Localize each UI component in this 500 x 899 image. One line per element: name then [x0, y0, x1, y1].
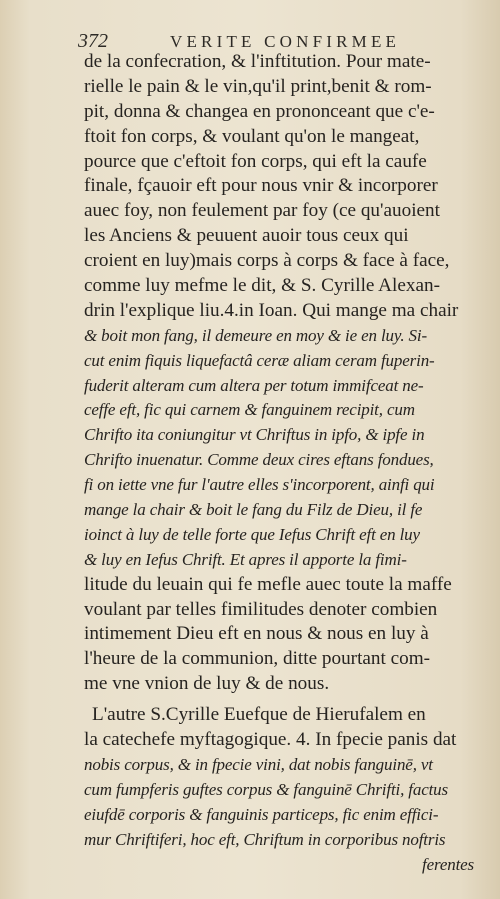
text-line: L'autre S.Cyrille Euefque de Hierufalem en	[92, 704, 426, 726]
text-line: Chrifto inuenatur. Comme deux cires eftans fondues,	[84, 450, 434, 470]
text-line: les Anciens & peuuent auoir tous ceux qui	[84, 225, 409, 247]
text-line: litude du leuain qui fe mefle auec toute la maffe	[84, 573, 452, 595]
text-line: nobis corpus, & in fpecie vini, dat nobis fanguinē, vt	[84, 754, 433, 774]
text-line: ceffe eft, fic qui carnem & fanguinem recipit, cum	[84, 400, 415, 420]
text-line: la catechefe myftagogique. 4. In fpecie panis dat	[84, 729, 457, 751]
text-line: comme luy mefme le dit, & S. Cyrille Alexan-	[84, 275, 440, 297]
text-line: eiufdē corporis & fanguinis particeps, fic enim effici-	[84, 804, 439, 824]
text-line: pit, donna & changea en prononceant que c'e-	[84, 100, 435, 122]
text-line: ioinct à luy de telle forte que Iefus Chrift eft en luy	[84, 524, 420, 544]
text-line: croient en luy)mais corps à corps & face à face,	[84, 250, 450, 272]
text-line: & luy en Iefus Chrift. Et apres il apporte la fimi-	[84, 549, 407, 569]
text-line: auec foy, non feulement par foy (ce qu'auoient	[84, 200, 440, 222]
text-line: rielle le pain & le vin,qu'il print,benit & rom-	[84, 75, 432, 97]
text-line: cut enim fiquis liquefactâ ceræ aliam ceram fuperin-	[84, 350, 435, 370]
text-line: me vne vnion de luy & de nous.	[84, 673, 330, 695]
text-line: l'heure de la communion, ditte pourtant com-	[84, 648, 431, 670]
text-line: Chrifto ita coniungitur vt Chriftus in ipfo, & ipfe in	[84, 425, 425, 445]
text-line: & boit mon fang, il demeure en moy & ie en luy. Si-	[84, 325, 427, 345]
running-title: VERITE CONFIRMEE	[170, 32, 401, 51]
body-text	[84, 50, 474, 877]
text-line: ftoit fon corps, & voulant qu'on le mangeat,	[84, 125, 420, 147]
text-line: fi on iette vne fur l'autre elles s'incorporent, ainfi qui	[84, 475, 435, 495]
text-line: voulant par telles fimilitudes denoter combien	[84, 598, 438, 620]
page-number: 372	[78, 30, 108, 52]
text-line: de la confecration, & l'inftitution. Pour mate-	[84, 51, 431, 72]
text-line: mange la chair & boit le fang du Filz de Dieu, il fe	[84, 500, 423, 520]
text-line: finale, fçauoir eft pour nous vnir & incorporer	[84, 175, 438, 197]
text-line: cum fumpferis guftes corpus & fanguinē Chrifti, factus	[84, 779, 448, 799]
text-line: drin l'explique liu.4.in Ioan. Qui mange ma chair	[84, 299, 459, 321]
text-line: intimement Dieu eft en nous & nous en luy à	[84, 623, 429, 645]
text-line: pource que c'eftoit fon corps, qui eft la caufe	[84, 150, 427, 172]
text-line: ferentes	[422, 854, 474, 874]
text-line: fuderit alteram cum altera per totum immifceat ne-	[84, 375, 424, 395]
text-line: mur Chriftiferi, hoc eft, Chriftum in corporibus noftris	[84, 829, 446, 849]
